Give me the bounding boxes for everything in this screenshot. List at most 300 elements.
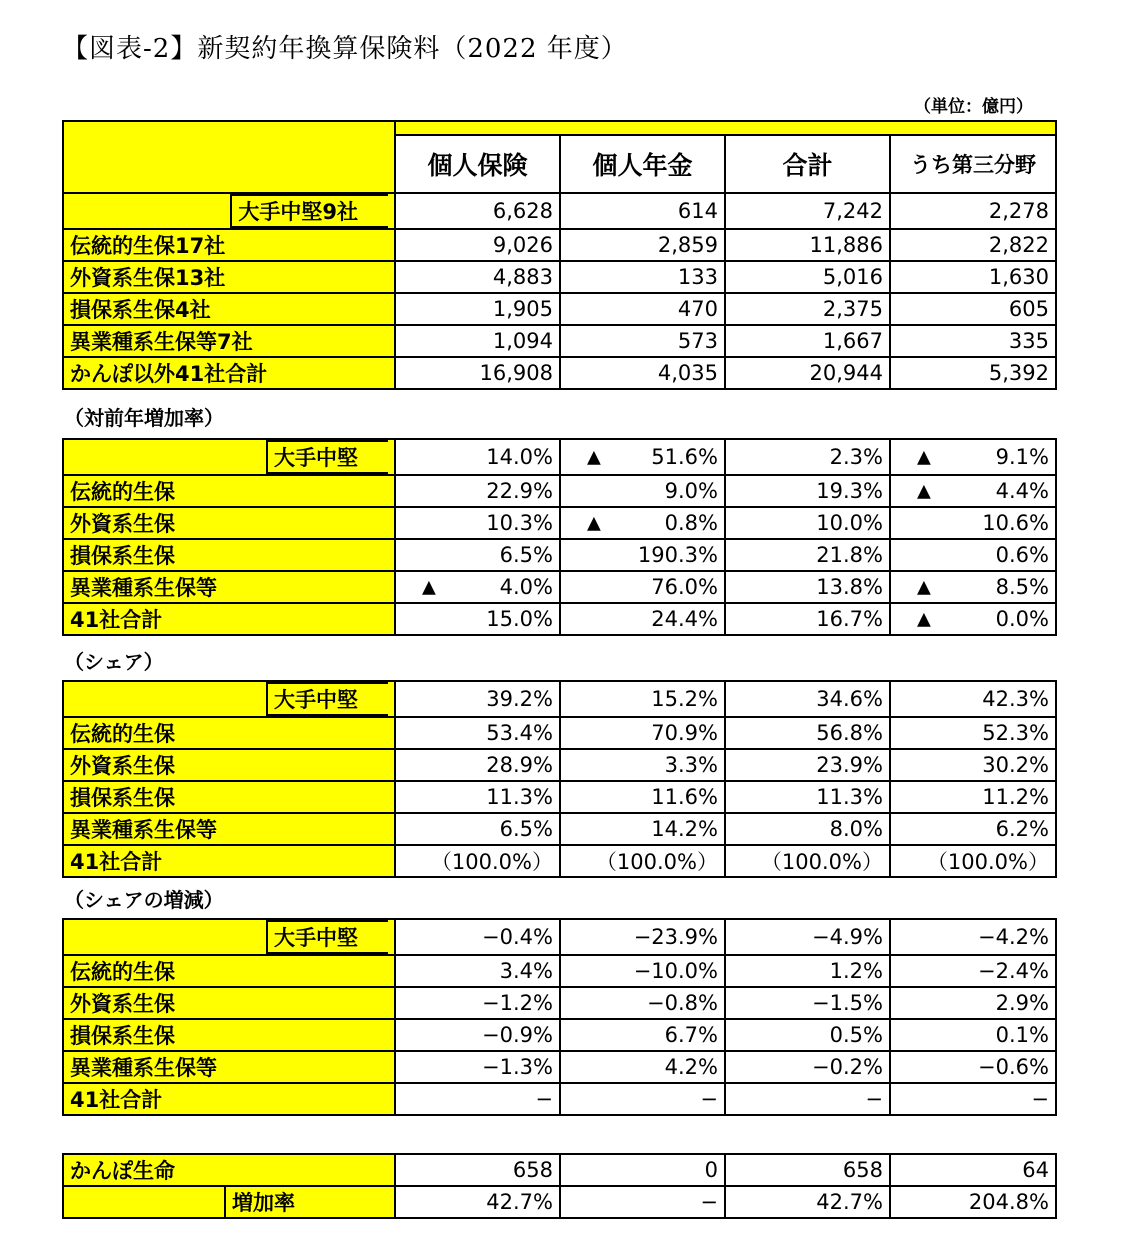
table-row (63, 717, 1056, 749)
value-cell (890, 717, 1056, 749)
table-row (63, 781, 1056, 813)
value-cell (560, 1083, 725, 1115)
value-cell (725, 1019, 890, 1051)
value-text: 13.8% (816, 575, 883, 599)
negative-triangle-icon: ▲ (422, 576, 436, 598)
value-cell (560, 919, 725, 955)
value-cell (395, 357, 560, 389)
value-text: 614 (677, 199, 718, 223)
table-row (63, 987, 1056, 1019)
value-cell (890, 781, 1056, 813)
value-text: 6,628 (492, 199, 553, 223)
value-text: 15.0% (486, 607, 553, 631)
value-text: −0.9% (482, 1023, 553, 1047)
value-cell (395, 1019, 560, 1051)
row-label (63, 475, 395, 507)
value-cell (725, 475, 890, 507)
value-text: 658 (512, 1158, 553, 1182)
table-row (63, 919, 1056, 955)
value-cell (395, 987, 560, 1019)
row-label (63, 539, 395, 571)
table-row (63, 539, 1056, 571)
value-cell (725, 193, 890, 229)
value-cell (725, 1051, 890, 1083)
value-cell (725, 1154, 890, 1186)
row-label (63, 1083, 395, 1115)
value-text: − (700, 1087, 718, 1111)
value-text: （100.0%） (926, 850, 1049, 874)
value-text: −2.4% (978, 959, 1049, 983)
table-row (63, 1019, 1056, 1051)
row-label (63, 293, 395, 325)
value-text: 1.2% (829, 959, 883, 983)
value-text: 1,630 (988, 265, 1049, 289)
row-label (63, 603, 395, 635)
value-text: 28.9% (486, 753, 553, 777)
growth-body (63, 439, 1056, 635)
row-label-text: 損保系生保 (70, 544, 175, 568)
value-text: （100.0%） (760, 850, 883, 874)
row-label (63, 845, 395, 877)
table-row (63, 439, 1056, 475)
value-cell (890, 507, 1056, 539)
value-text: − (535, 1087, 553, 1111)
share-section-label: （シェア） (64, 650, 164, 674)
value-text: 0.1% (995, 1023, 1049, 1047)
value-cell (725, 603, 890, 635)
value-cell (725, 845, 890, 877)
amounts-body (63, 193, 1056, 389)
value-text: 470 (677, 297, 718, 321)
value-text: 56.8% (816, 721, 883, 745)
value-cell (725, 571, 890, 603)
row-label-text: 41社合計 (70, 608, 163, 632)
value-cell (560, 813, 725, 845)
value-text: 11,886 (809, 233, 883, 257)
value-text: 22.9% (486, 479, 553, 503)
row-label-text: 大手中堅9社 (230, 194, 388, 228)
row-label (63, 955, 395, 987)
value-text: 42.3% (982, 687, 1049, 711)
value-cell (395, 1051, 560, 1083)
value-cell (560, 1154, 725, 1186)
value-cell (890, 681, 1056, 717)
value-cell (725, 813, 890, 845)
kampo-table (62, 1153, 1057, 1219)
growth-table (62, 438, 1057, 636)
value-cell (395, 229, 560, 261)
value-text: 6.5% (499, 543, 553, 567)
value-text: 34.6% (816, 687, 883, 711)
value-cell (560, 539, 725, 571)
row-label-text: 外資系生保13社 (70, 266, 226, 290)
value-text: 11.6% (651, 785, 718, 809)
header-band (395, 121, 1056, 135)
value-text: −1.2% (482, 991, 553, 1015)
value-text: （100.0%） (430, 850, 553, 874)
value-text: 9.1% (995, 445, 1049, 469)
row-label-text: かんぽ生命 (70, 1159, 175, 1183)
value-text: 2.3% (829, 445, 883, 469)
row-label (63, 439, 395, 475)
row-label-text: 異業種系生保等 (70, 1056, 217, 1080)
unit-label: （単位：億円） (914, 97, 1033, 117)
table-row (63, 1154, 1056, 1186)
value-cell (560, 781, 725, 813)
value-cell (890, 955, 1056, 987)
value-cell (725, 229, 890, 261)
value-text: 8.0% (829, 817, 883, 841)
value-cell (395, 717, 560, 749)
value-text: 335 (1008, 329, 1049, 353)
value-cell (890, 1154, 1056, 1186)
value-cell (560, 717, 725, 749)
value-cell (725, 955, 890, 987)
value-cell (395, 475, 560, 507)
value-cell (395, 325, 560, 357)
value-text: 4,883 (492, 265, 553, 289)
value-cell (890, 845, 1056, 877)
value-text: 42.7% (816, 1190, 883, 1214)
share-table (62, 680, 1057, 878)
table-row (63, 261, 1056, 293)
share-change-table (62, 918, 1057, 1116)
row-label (63, 781, 395, 813)
negative-triangle-icon: ▲ (917, 576, 931, 598)
value-text: −4.9% (812, 925, 883, 949)
value-cell (725, 1083, 890, 1115)
table-row (63, 325, 1056, 357)
value-text: −1.3% (482, 1055, 553, 1079)
column-header-third-sector: うち第三分野 (890, 135, 1056, 193)
value-cell (725, 261, 890, 293)
value-cell (395, 193, 560, 229)
table-row (63, 603, 1056, 635)
value-text: 53.4% (486, 721, 553, 745)
value-cell (725, 325, 890, 357)
column-header-total: 合計 (725, 135, 890, 193)
value-text: 658 (842, 1158, 883, 1182)
row-label (63, 1154, 395, 1186)
value-cell (890, 603, 1056, 635)
value-text: 1,905 (492, 297, 553, 321)
value-cell (890, 1083, 1056, 1115)
value-cell (725, 781, 890, 813)
table-row (63, 1051, 1056, 1083)
value-text: 9,026 (492, 233, 553, 257)
value-text: 0.8% (664, 511, 718, 535)
value-text: 8.5% (995, 575, 1049, 599)
value-cell (890, 919, 1056, 955)
row-label (63, 357, 395, 389)
row-label-text: 大手中堅 (266, 440, 388, 474)
value-text: 2,822 (988, 233, 1049, 257)
value-cell (560, 681, 725, 717)
row-label (63, 717, 395, 749)
value-text: 2,278 (988, 199, 1049, 223)
value-cell (560, 955, 725, 987)
table-row (63, 357, 1056, 389)
value-cell (395, 603, 560, 635)
value-cell (725, 681, 890, 717)
value-text: 19.3% (816, 479, 883, 503)
value-cell (890, 193, 1056, 229)
table-row (63, 293, 1056, 325)
value-cell (395, 261, 560, 293)
value-text: 605 (1008, 297, 1049, 321)
value-text: −23.9% (633, 925, 718, 949)
table-row (63, 475, 1056, 507)
row-label-text: 異業種系生保等7社 (70, 330, 253, 354)
row-label (63, 749, 395, 781)
value-cell (560, 603, 725, 635)
value-cell (560, 1019, 725, 1051)
row-label (63, 919, 395, 955)
value-cell (395, 293, 560, 325)
value-text: −0.2% (812, 1055, 883, 1079)
value-cell (725, 1186, 890, 1218)
share-change-body (63, 919, 1056, 1115)
value-cell (395, 1154, 560, 1186)
value-text: 0.6% (995, 543, 1049, 567)
value-text: 21.8% (816, 543, 883, 567)
value-cell (725, 293, 890, 325)
negative-triangle-icon: ▲ (587, 512, 601, 534)
amounts-table (62, 120, 1057, 390)
value-cell (395, 539, 560, 571)
table-row (63, 813, 1056, 845)
table-row (63, 845, 1056, 877)
value-cell (890, 539, 1056, 571)
value-text: − (865, 1087, 883, 1111)
row-label-text: 損保系生保 (70, 786, 175, 810)
value-cell (890, 325, 1056, 357)
value-cell (890, 1019, 1056, 1051)
value-text: 64 (1022, 1158, 1049, 1182)
table-row (63, 571, 1056, 603)
value-text: 6.2% (995, 817, 1049, 841)
value-text: 24.4% (651, 607, 718, 631)
row-label (63, 325, 395, 357)
row-label-text: 外資系生保 (70, 754, 175, 778)
value-cell (725, 749, 890, 781)
row-label-text: 41社合計 (70, 1088, 163, 1112)
value-cell (395, 813, 560, 845)
value-text: 10.6% (982, 511, 1049, 535)
share-body (63, 681, 1056, 877)
value-cell (890, 357, 1056, 389)
value-cell (560, 845, 725, 877)
value-text: 14.0% (486, 445, 553, 469)
row-label (63, 507, 395, 539)
row-label-text: 外資系生保 (70, 992, 175, 1016)
value-cell (560, 1186, 725, 1218)
value-cell (560, 749, 725, 781)
value-cell (560, 439, 725, 475)
value-text: 16,908 (479, 361, 553, 385)
value-cell (395, 681, 560, 717)
value-text: 39.2% (486, 687, 553, 711)
value-text: − (1031, 1087, 1049, 1111)
negative-triangle-icon: ▲ (917, 446, 931, 468)
table-row (63, 681, 1056, 717)
value-text: 9.0% (664, 479, 718, 503)
value-text: −0.4% (482, 925, 553, 949)
value-text: 2,859 (657, 233, 718, 257)
value-text: − (700, 1190, 718, 1214)
value-cell (890, 571, 1056, 603)
value-text: −4.2% (978, 925, 1049, 949)
value-cell (560, 293, 725, 325)
row-label-text: 異業種系生保等 (70, 818, 217, 842)
value-text: 20,944 (809, 361, 883, 385)
value-text: 11.3% (486, 785, 553, 809)
value-text: （100.0%） (595, 850, 718, 874)
value-text: 0 (704, 1158, 718, 1182)
value-text: 6.7% (664, 1023, 718, 1047)
value-cell (890, 261, 1056, 293)
value-cell (725, 357, 890, 389)
value-text: 190.3% (637, 543, 718, 567)
value-cell (890, 439, 1056, 475)
value-cell (560, 229, 725, 261)
value-text: 573 (677, 329, 718, 353)
row-label-text: 損保系生保 (70, 1024, 175, 1048)
row-label (63, 1019, 395, 1051)
row-label-text: 伝統的生保 (70, 480, 175, 504)
value-cell (890, 293, 1056, 325)
row-label-text: 損保系生保4社 (70, 298, 211, 322)
row-label-text: かんぽ以外41社合計 (70, 362, 268, 386)
value-text: 30.2% (982, 753, 1049, 777)
value-cell (560, 571, 725, 603)
value-cell (890, 987, 1056, 1019)
value-cell (890, 229, 1056, 261)
value-cell (725, 919, 890, 955)
growth-section-label: （対前年増加率） (64, 406, 224, 430)
value-cell (395, 1083, 560, 1115)
value-text: 5,392 (988, 361, 1049, 385)
kampo-body (63, 1154, 1056, 1218)
value-text: −10.0% (633, 959, 718, 983)
value-cell (395, 749, 560, 781)
value-cell (890, 1051, 1056, 1083)
value-cell (890, 749, 1056, 781)
header-corner (63, 121, 395, 193)
value-cell (560, 193, 725, 229)
value-cell (395, 781, 560, 813)
value-text: 0.5% (829, 1023, 883, 1047)
value-text: 70.9% (651, 721, 718, 745)
table-row (63, 749, 1056, 781)
page-title: 【図表-2】新契約年換算保険料（2022 年度） (62, 34, 628, 64)
row-label (63, 1051, 395, 1083)
row-label-text: 増加率 (224, 1187, 335, 1217)
row-label (63, 193, 395, 229)
value-text: 0.0% (995, 607, 1049, 631)
table-row (63, 1083, 1056, 1115)
value-text: 204.8% (968, 1190, 1049, 1214)
value-text: 10.3% (486, 511, 553, 535)
value-cell (560, 507, 725, 539)
table-row (63, 193, 1056, 229)
value-text: 76.0% (651, 575, 718, 599)
row-label (63, 1186, 395, 1218)
value-text: 14.2% (651, 817, 718, 841)
row-label-text: 伝統的生保17社 (70, 234, 226, 258)
value-text: 7,242 (822, 199, 883, 223)
row-label-text: 伝統的生保 (70, 722, 175, 746)
value-cell (395, 845, 560, 877)
value-cell (560, 261, 725, 293)
value-cell (725, 987, 890, 1019)
row-label (63, 987, 395, 1019)
value-text: −0.8% (647, 991, 718, 1015)
value-cell (560, 325, 725, 357)
negative-triangle-icon: ▲ (917, 480, 931, 502)
table-row (63, 507, 1056, 539)
value-text: 23.9% (816, 753, 883, 777)
value-text: 10.0% (816, 511, 883, 535)
value-text: −0.6% (978, 1055, 1049, 1079)
value-text: 1,667 (822, 329, 883, 353)
value-cell (395, 919, 560, 955)
value-text: 51.6% (651, 445, 718, 469)
table-row (63, 229, 1056, 261)
table-row (63, 955, 1056, 987)
row-label-text: 大手中堅 (266, 920, 388, 954)
value-text: 3.4% (499, 959, 553, 983)
row-label-text: 大手中堅 (266, 682, 388, 716)
value-cell (560, 1051, 725, 1083)
value-text: 2.9% (995, 991, 1049, 1015)
value-text: 15.2% (651, 687, 718, 711)
value-text: 3.3% (664, 753, 718, 777)
value-cell (890, 1186, 1056, 1218)
row-label (63, 261, 395, 293)
value-text: 4.2% (664, 1055, 718, 1079)
value-text: −1.5% (812, 991, 883, 1015)
column-header-individual-insurance: 個人保険 (395, 135, 560, 193)
value-cell (725, 539, 890, 571)
value-text: 4.4% (995, 479, 1049, 503)
value-cell (890, 475, 1056, 507)
value-text: 1,094 (492, 329, 553, 353)
row-label-text: 外資系生保 (70, 512, 175, 536)
value-text: 11.3% (816, 785, 883, 809)
value-text: 11.2% (982, 785, 1049, 809)
value-text: 5,016 (822, 265, 883, 289)
row-label (63, 681, 395, 717)
value-cell (395, 439, 560, 475)
value-cell (395, 507, 560, 539)
row-label (63, 813, 395, 845)
negative-triangle-icon: ▲ (917, 608, 931, 630)
value-cell (395, 571, 560, 603)
table-row (63, 1186, 1056, 1218)
row-label-text: 伝統的生保 (70, 960, 175, 984)
negative-triangle-icon: ▲ (587, 446, 601, 468)
column-header-individual-annuity: 個人年金 (560, 135, 725, 193)
value-text: 52.3% (982, 721, 1049, 745)
value-cell (890, 813, 1056, 845)
header-band-row (63, 121, 1056, 135)
row-label (63, 571, 395, 603)
row-label-text: 異業種系生保等 (70, 576, 217, 600)
value-text: 4.0% (499, 575, 553, 599)
value-text: 16.7% (816, 607, 883, 631)
value-cell (725, 439, 890, 475)
